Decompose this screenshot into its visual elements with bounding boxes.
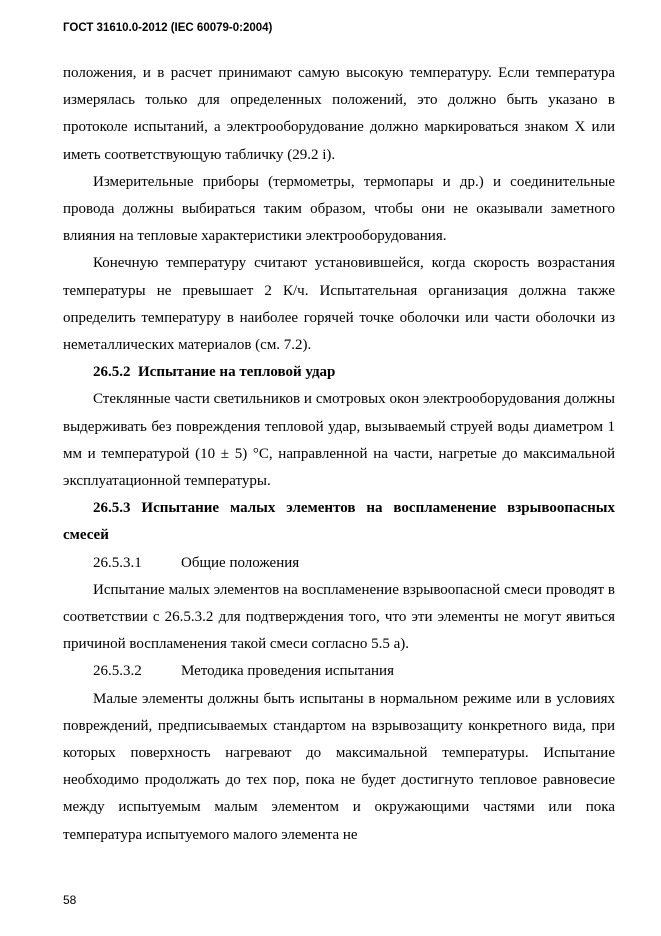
section-heading-26-5-2: 26.5.2 Испытание на тепловой удар: [93, 364, 336, 381]
section-heading-26-5-3: 26.5.3 Испытание малых элементов на воспламенение взрывоопасных смесей: [63, 500, 615, 544]
subsection-number: 26.5.3.1: [93, 554, 142, 571]
subsection-heading-26-5-3-2: [63, 658, 615, 685]
paragraph-thermal-shock: Стеклянные части светильников и смотровых окон электрооборудования должны выдерживать без повреждения тепловой удар, вызываемый струей воды диаметром 1 мм и температурой (10 ± 5) °С, направленной на части, нагретые до максимальной эксплуатационной температуры.: [63, 391, 615, 490]
page-number: 58: [63, 893, 77, 907]
subsection-title: Методика проведения испытания: [181, 663, 394, 680]
subsection-title: Общие положения: [181, 554, 300, 571]
paragraph-test-method: Малые элементы должны быть испытаны в нормальном режиме или в условиях повреждений, предписываемых стандартом на взрывозащиту конкретного вида, при которых поверхность нагревают до максимальной температуры. Испытание необходимо продолжать до тех пор, пока не будет достигнуто тепловое равновесие между испытуемым малым элементом и окружающими частями или пока температура испытуемого малого элемента не: [63, 690, 615, 843]
paragraph-final-temperature: Конечную температуру считают установившейся, когда скорость возрастания температуры не превышает 2 К/ч. Испытательная организация должна также определить температуру в наиболее горячей точке оболочки или части оболочки из неметаллических материалов (см. 7.2).: [63, 255, 615, 354]
document-header: ГОСТ 31610.0-2012 (IEC 60079-0:2004): [63, 22, 273, 34]
paragraph-general-provisions: Испытание малых элементов на воспламенение взрывоопасной смеси проводят в соответствии с 26.5.3.2 для подтверждения того, что эти элементы не могут явиться причиной воспламенения такой смеси согласно 5.5 а).: [63, 581, 615, 653]
subsection-number: 26.5.3.2: [93, 663, 142, 680]
paragraph-measuring-instruments: Измерительные приборы (термометры, термопары и др.) и соединительные провода должны выбираться таким образом, чтобы они не оказывали заметного влияния на тепловые характеристики электрооборудования.: [63, 173, 615, 245]
subsection-heading-26-5-3-1: [63, 550, 615, 577]
paragraph-continuation: положения, и в расчет принимают самую высокую температуру. Если температура измерялась только для определенных положений, это должно быть указано в протоколе испытаний, а электрооборудование должно маркироваться знаком X или иметь соответствующую табличку (29.2 i).: [63, 65, 615, 163]
document-body: [63, 60, 615, 849]
